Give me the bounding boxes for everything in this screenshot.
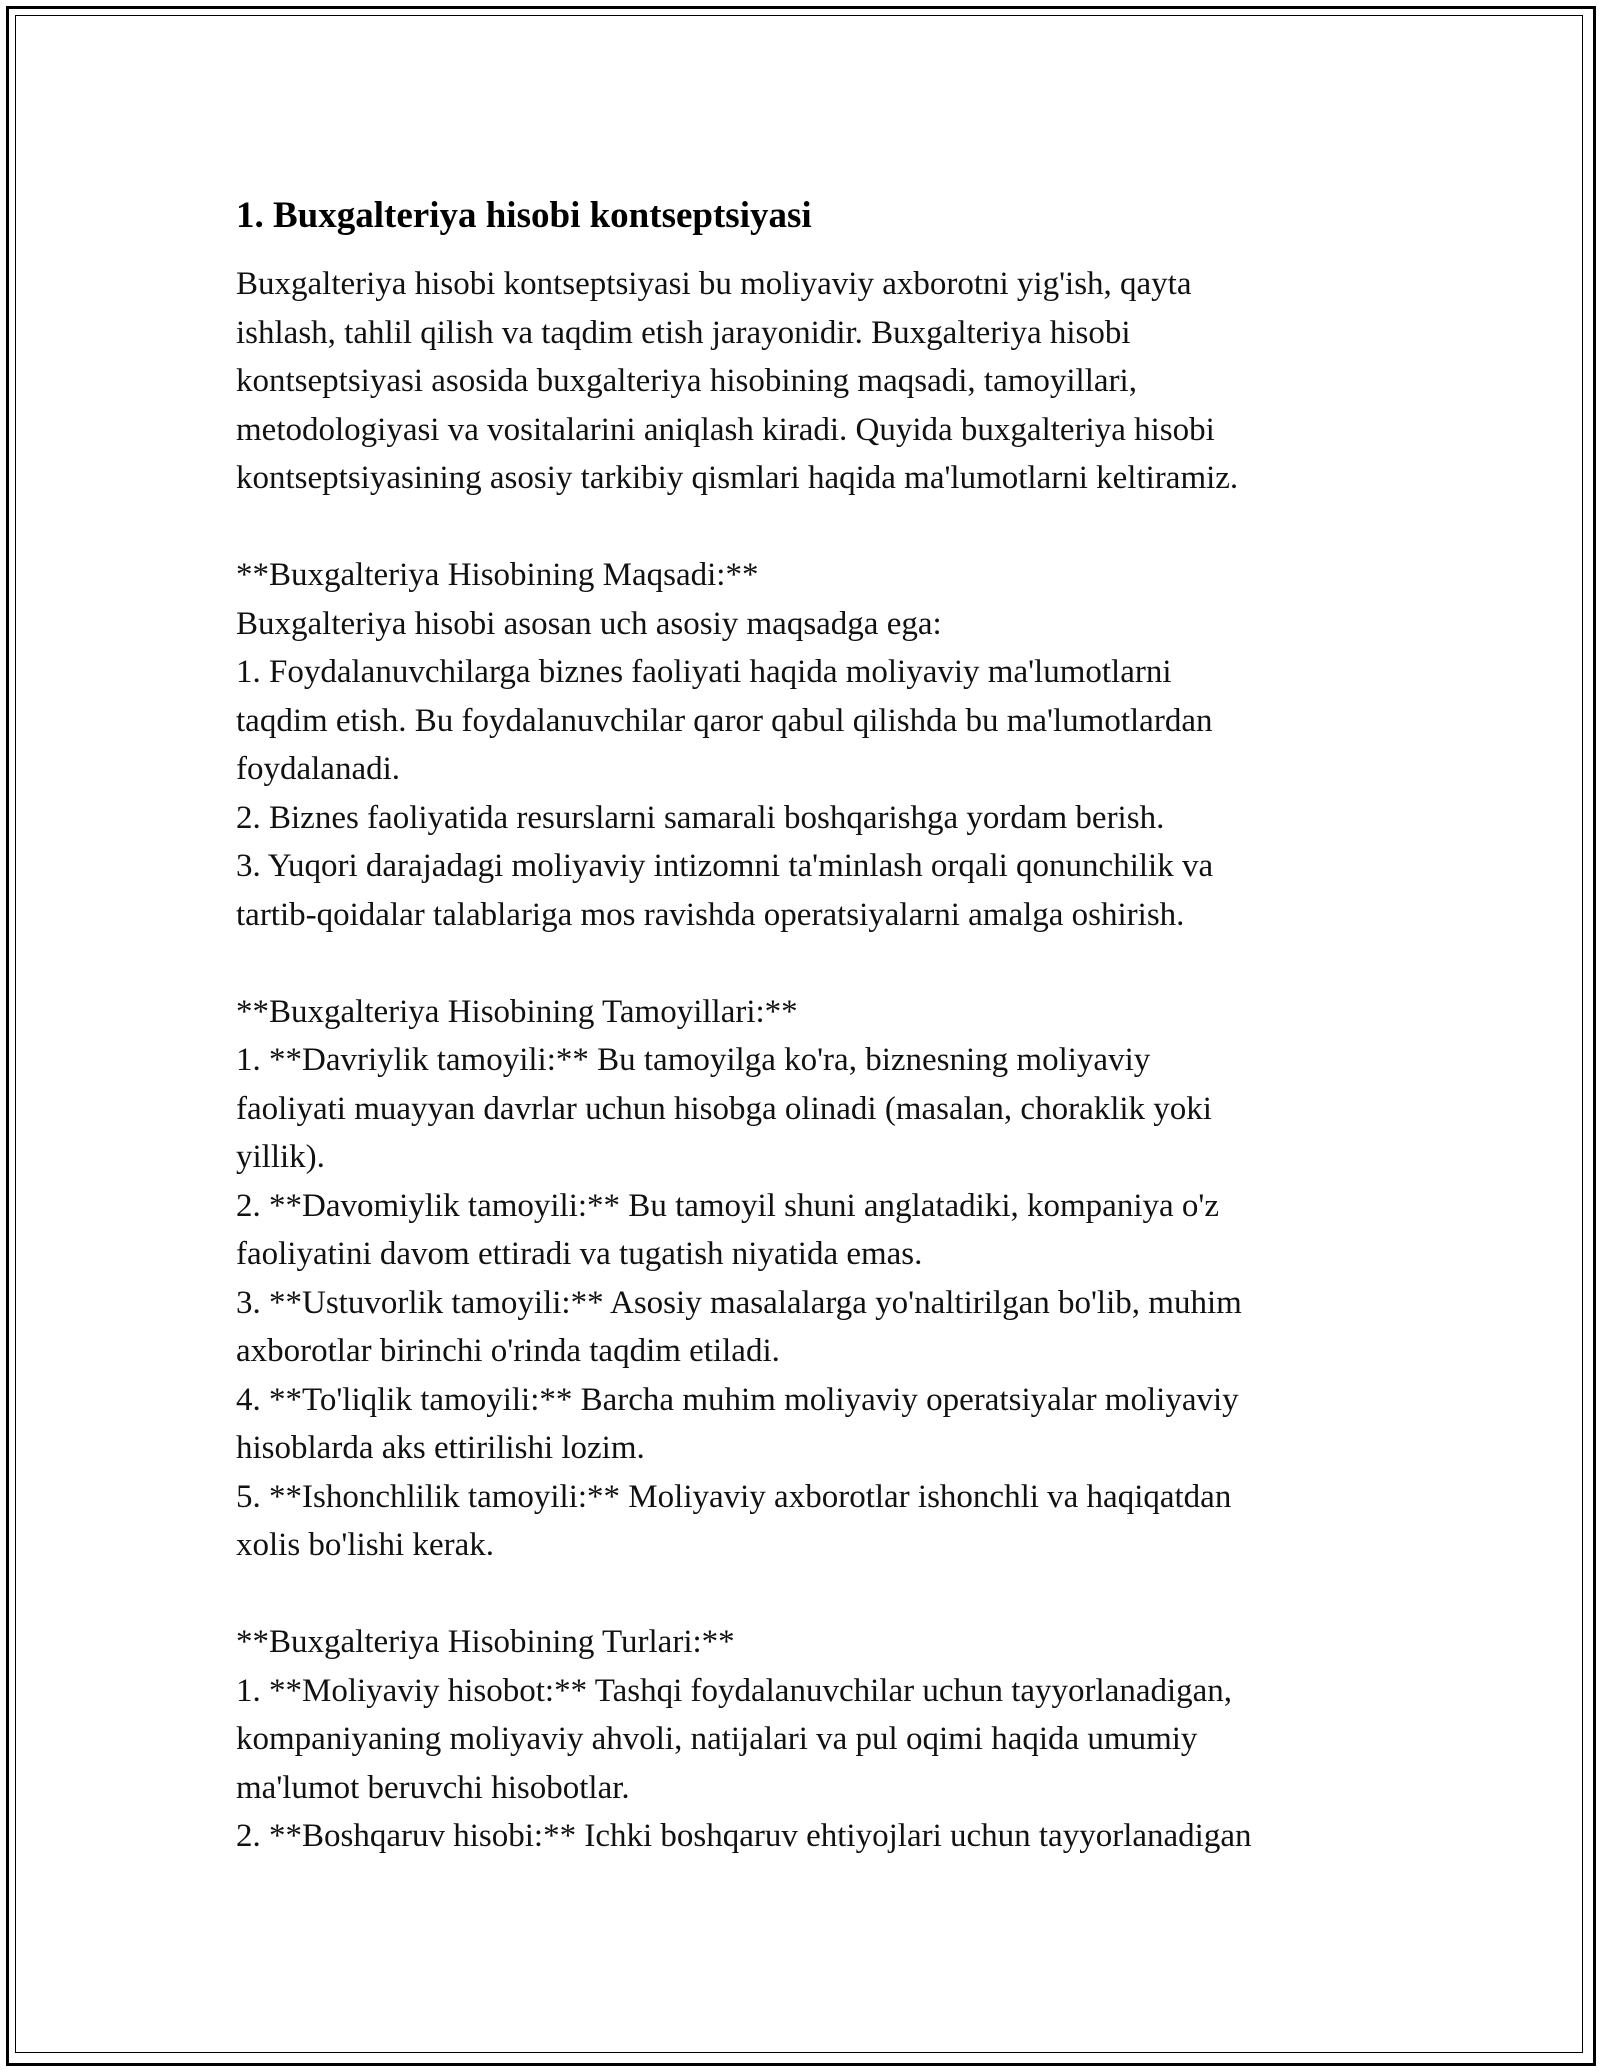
text-line: faoliyatini davom ettiradi va tugatish niyatida emas. [236, 1236, 923, 1272]
section-heading: **Buxgalteriya Hisobining Maqsadi:** [236, 557, 759, 593]
text-line: 2. **Boshqaruv hisobi:** Ichki boshqaruv ehtiyojlari uchun tayyorlanadigan [236, 1818, 1252, 1854]
text-line: tartib-qoidalar talablariga mos ravishda operatsiyalarni amalga oshirish. [236, 896, 1185, 933]
text-line: Buxgalteriya hisobi kontseptsiyasi bu moliyaviy axborotni yig'ish, qayta [236, 266, 1192, 302]
text-line: kontseptsiyasi asosida buxgalteriya hisobining maqsadi, tamoyillari, [236, 363, 1137, 399]
document-page [236, 190, 1376, 1861]
blank-line [236, 503, 1376, 552]
section-types [236, 1618, 1376, 1861]
text-line: Buxgalteriya hisobi asosan uch asosiy maqsadga ega: [236, 605, 942, 642]
text-line: 2. Biznes faoliyatida resurslarni samarali boshqarishga yordam berish. [236, 799, 1165, 836]
text-line: kompaniyaning moliyaviy ahvoli, natijalari va pul oqimi haqida umumiy [236, 1721, 1198, 1757]
section-heading: **Buxgalteriya Hisobining Tamoyillari:** [236, 993, 798, 1030]
text-line: 1. **Moliyaviy hisobot:** Tashqi foydalanuvchilar uchun tayyorlanadigan, [236, 1672, 1233, 1709]
blank-line [236, 1570, 1376, 1619]
text-line: ma'lumot beruvchi hisobotlar. [236, 1769, 630, 1806]
text-line: ishlash, tahlil qilish va taqdim etish jarayonidir. Buxgalteriya hisobi [236, 314, 1131, 351]
section-heading: **Buxgalteriya Hisobining Turlari:** [236, 1624, 735, 1660]
text-line: 3. **Ustuvorlik tamoyili:** Asosiy masalalarga yo'naltirilgan bo'lib, muhim [236, 1284, 1242, 1321]
text-line: faoliyati muayyan davrlar uchun hisobga olinadi (masalan, choraklik yoki [236, 1090, 1212, 1127]
text-line: 1. Foydalanuvchilarga biznes faoliyati haqida moliyaviy ma'lumotlarni [236, 654, 1172, 690]
blank-line [236, 939, 1376, 988]
section-goals [236, 551, 1376, 939]
text-line: 3. Yuqori darajadagi moliyaviy intizomni ta'minlash orqali qonunchilik va [236, 848, 1214, 884]
text-line: yillik). [236, 1139, 325, 1175]
text-line: 1. **Davriylik tamoyili:** Bu tamoyilga ko'ra, biznesning moliyaviy [236, 1042, 1151, 1078]
page-title: 1. Buxgalteriya hisobi kontseptsiyasi [236, 195, 812, 236]
text-line: 5. **Ishonchlilik tamoyili:** Moliyaviy axborotlar ishonchli va haqiqatdan [236, 1478, 1232, 1515]
text-line: 2. **Davomiylik tamoyili:** Bu tamoyil shuni anglatadiki, kompaniya o'z [236, 1187, 1219, 1224]
text-line: xolis bo'lishi kerak. [236, 1527, 495, 1563]
text-line: axborotlar birinchi o'rinda taqdim etiladi. [236, 1333, 780, 1369]
intro-paragraph [236, 260, 1376, 503]
text-line: kontseptsiyasining asosiy tarkibiy qismlari haqida ma'lumotlarni keltiramiz. [236, 460, 1239, 496]
text-line: 4. **To'liqlik tamoyili:** Barcha muhim moliyaviy operatsiyalar moliyaviy [236, 1381, 1239, 1418]
text-line: metodologiyasi va vositalarini aniqlash kiradi. Quyida buxgalteriya hisobi [236, 411, 1215, 448]
text-line: taqdim etish. Bu foydalanuvchilar qaror qabul qilishda bu ma'lumotlardan [236, 702, 1213, 739]
text-line: hisoblarda aks ettirilishi lozim. [236, 1430, 645, 1466]
section-principles [236, 988, 1376, 1570]
text-line: foydalanadi. [236, 751, 401, 787]
